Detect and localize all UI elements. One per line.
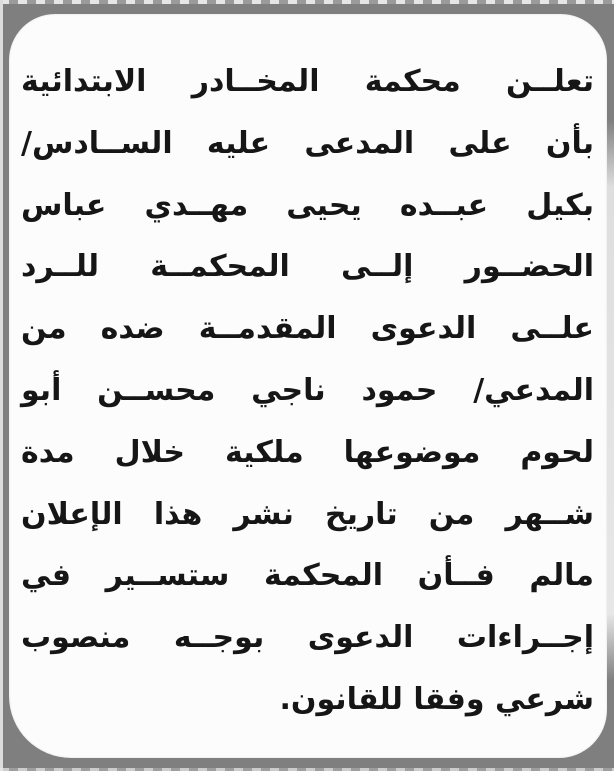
notice-line-1: تعلــن محكمة المخــادر الابتدائية <box>21 64 594 99</box>
notice-line-11: شرعي وفقا للقانون. <box>279 681 594 717</box>
notice-card <box>9 14 607 758</box>
notice-line-5: علــى الدعوى المقدمــة ضده من <box>21 311 594 347</box>
notice-line-3: بكيل عبــده يحيى مهــدي عباس <box>21 187 594 223</box>
notice-line-4: الحضــور إلــى المحكمــة للــرد <box>21 249 594 285</box>
scan-edge-top <box>0 0 614 4</box>
notice-line-7: لحوم موضوعها ملكية خلال مدة <box>21 434 594 470</box>
notice-line-6: المدعي/ حمود ناجي محســن أبو <box>21 372 594 408</box>
scan-edge-left <box>0 0 3 771</box>
notice-line-10: إجــراءات الدعوى بوجــه منصوب <box>21 620 594 656</box>
court-notice-text <box>21 51 594 731</box>
notice-line-2: بأن على المدعى عليه الســادس/ <box>21 125 594 161</box>
notice-line-8: شــهر من تاريخ نشر هذا الإعلان <box>21 496 594 532</box>
notice-line-9: مالم فــأن المحكمة ستســير في <box>21 558 594 594</box>
